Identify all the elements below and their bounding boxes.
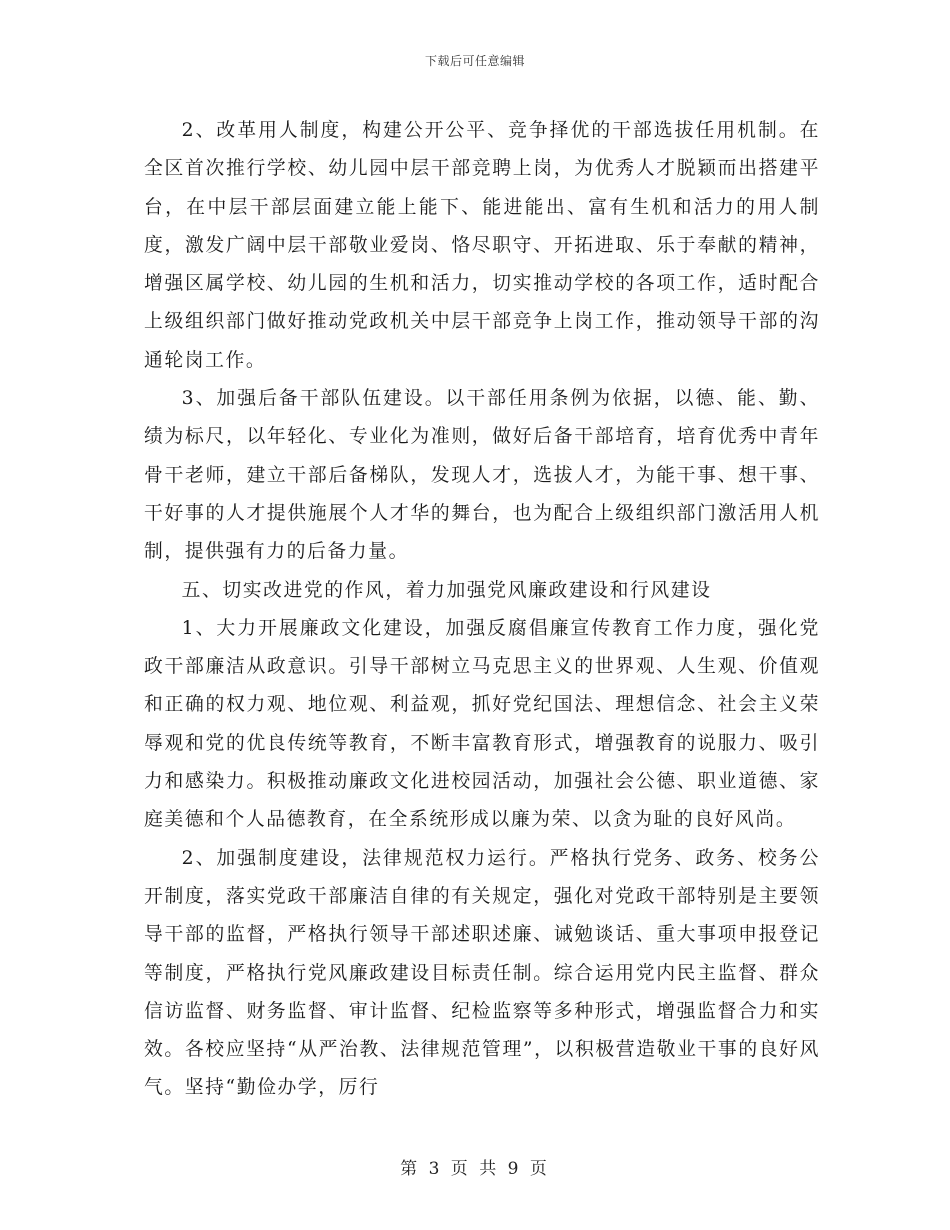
paragraph-integrity-culture: 1、大力开展廉政文化建设，加强反腐倡廉宣传教育工作力度，强化党政干部廉洁从政意识。引导干部树立马克思主义的世界观、人生观、价值观和正确的权力观、地位观、利益观，抓好党纪国法、理想信念、社会主义荣辱观和党的优良传统等教育，不断丰富教育形式，增强教育的说服力、吸引力和感染力。积极推动廉政文化进校园活动，加强社会公德、职业道德、家庭美德和个人品德教育，在全系统形成以廉为荣、以贪为耻的良好风尚。 — [144, 617, 820, 831]
header-note: 下载后可任意编辑 — [424, 54, 525, 68]
page-number: 第 3 页 共 9 页 — [400, 1159, 550, 1179]
section-heading-party-style: 五、切实改进党的作风，着力加强党风廉政建设和行风建设 — [181, 579, 712, 601]
document-body — [144, 112, 820, 1108]
paragraph-cadre-system-reform: 2、改革用人制度，构建公开公平、竞争择优的干部选拔任用机制。在全区首次推行学校、幼儿园中层干部竞聘上岗，为优秀人才脱颖而出搭建平台，在中层干部层面建立能上能下、能进能出、富有生机和活力的用人制度，激发广阔中层干部敬业爱岗、恪尽职守、开拓进取、乐于奉献的精神，增强区属学校、幼儿园的生机和活力，切实推动学校的各项工作，适时配合上级组织部门做好推动党政机关中层干部竞争上岗工作，推动领导干部的沟通轮岗工作。 — [144, 120, 820, 371]
paragraph-institution-building: 2、加强制度建设，法律规范权力运行。严格执行党务、政务、校务公开制度，落实党政干部廉洁自律的有关规定，强化对党政干部特别是主要领导干部的监督，严格执行领导干部述职述廉、诫勉谈话、重大事项申报登记等制度，严格执行党风廉政建设目标责任制。综合运用党内民主监督、群众信访监督、财务监督、审计监督、纪检监察等多种形式，增强监督合力和实效。各校应坚持“从严治教、法律规范管理”，以积极营造敬业干事的良好风气。坚持“勤俭办学，厉行 — [144, 847, 820, 1099]
paragraph-reserve-cadre: 3、加强后备干部队伍建设。以干部任用条例为依据，以德、能、勤、绩为标尺，以年轻化、专业化为准则，做好后备干部培育，培育优秀中青年骨干老师，建立干部后备梯队，发现人才，选拔人才，为能干事、想干事、干好事的人才提供施展个人才华的舞台，也为配合上级组织部门激活用人机制，提供强有力的后备力量。 — [144, 388, 820, 563]
